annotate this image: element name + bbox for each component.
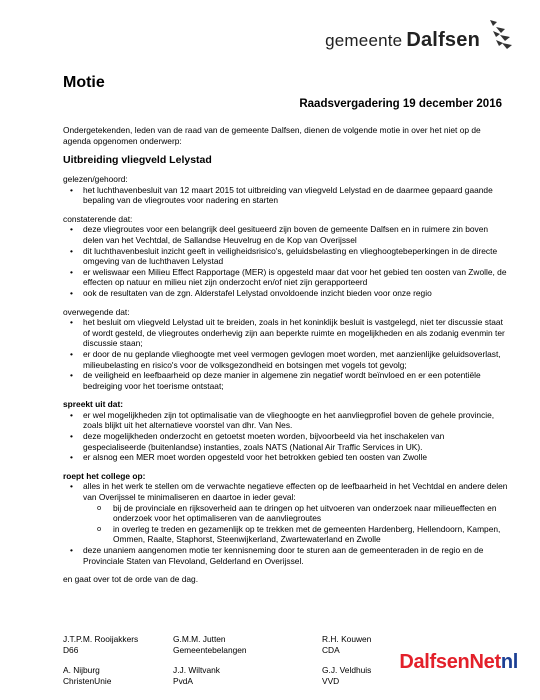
section-list — [63, 185, 508, 206]
badge-word-dalfsennet: DalfsenNet — [399, 651, 501, 673]
logo-word-dalfsen: Dalfsen — [406, 29, 480, 51]
list-item-text: ook de resultaten van de zgn. Alderstafel Lelystad onvoldoende inzicht bieden voor onze regio — [83, 287, 432, 298]
list-item-text: er wel mogelijkheden zijn tot optimalisatie van de vlieghoogte en het aanvliegprofiel boven de gehele provincie, zoals blijkt uit het alternatieve voorstel van dhr. Van Nes. — [83, 409, 495, 431]
section-list — [63, 317, 508, 391]
signatory-party: D66 — [63, 644, 79, 655]
signatory-party: ChristenUnie — [63, 675, 112, 686]
list-item — [63, 410, 508, 431]
signatory-party: Gemeentebelangen — [173, 644, 247, 655]
closing-line: en gaat over tot de orde van de dag. — [63, 574, 199, 585]
list-item — [63, 185, 508, 206]
list-item-text: er weliswaar een Milieu Effect Rapportage (MER) is opgesteld maar dat voor het gebied ten oosten van Zwolle, de effecten op natuur en milieu niet zijn onderzocht en/of niet zijn gerapporteerd — [83, 266, 507, 288]
gemeente-logo — [325, 18, 514, 50]
section-heading: constaterende dat: — [63, 213, 133, 224]
signatory-party: PvdA — [173, 675, 194, 686]
signatory — [322, 665, 371, 686]
list-item — [63, 288, 508, 299]
list-item-text: deze mogelijkheden onderzocht en getoetst moeten worden, bijvoorbeeld via het inschakelen van gespecialiseerde (buitenlandse) instanties, zoals NATS (National Air Traffic Services in UK). — [83, 431, 445, 452]
signatory — [173, 665, 220, 686]
list-item — [63, 246, 508, 267]
list-item — [63, 224, 508, 245]
signatory-name: R.H. Kouwen — [322, 634, 372, 644]
list-item-text: het luchthavenbesluit van 12 maart 2015 tot uitbreiding van vliegveld Lelystad en de daarmee gepaard gaande bepaling van de vliegroutes voor nadering en starten — [83, 184, 493, 206]
sub-list — [83, 503, 508, 545]
list-item — [63, 481, 508, 545]
intro-paragraph: Ondergetekenden, leden van de raad van de gemeente Dalfsen, dienen de volgende motie in over het niet op de agenda opgenomen onderwerp: — [63, 125, 481, 146]
list-item — [63, 370, 508, 391]
list-item-text: alles in het werk te stellen om de verwachte negatieve effecten op de leefbaarheid in het Vechtdal en andere delen van Overijssel te minimaliseren en daartoe in ieder geval: — [83, 481, 508, 503]
section-heading: overwegende dat: — [63, 306, 130, 317]
section-heading: gelezen/gehoord: — [63, 174, 128, 184]
signatory — [173, 634, 247, 655]
dalfsen-swoosh-icon — [484, 18, 514, 54]
badge-word-nl: nl — [500, 651, 518, 673]
signatory-name: J.T.P.M. Rooijakkers — [63, 634, 139, 644]
motion-body — [63, 174, 508, 585]
motion-subject: Uitbreiding vliegveld Lelystad — [63, 154, 212, 166]
logo-wordmark — [325, 30, 480, 50]
list-item-text: de veiligheid en leefbaarheid op deze manier in algemene zin negatief wordt beïnvloed en er een potentiële bedreiging voor het toerisme ontstaat; — [83, 370, 481, 391]
signatory — [322, 634, 371, 655]
document-title: Motie — [63, 74, 105, 91]
section-heading: roept het college op: — [63, 470, 146, 481]
signatory-name: G.J. Veldhuis — [322, 665, 372, 675]
meeting-date: Raadsvergadering 19 december 2016 — [299, 98, 502, 110]
list-item-text: er door de nu geplande vlieghoogte met veel vermogen gevlogen moet worden, met aanzienlijke geluidsoverlast, milieubelasting en risico's voor de volksgezondheid en botsingen met vogels tot gevolg; — [83, 348, 501, 370]
list-item — [63, 349, 508, 370]
section-list — [63, 410, 508, 463]
sub-list-item: o bij de provinciale en rijksoverheid aan te dringen op het uitvoeren van onderzoek naar milieueffecten en onderzoek voor het optimaliseren van de aanvliegroutes — [83, 503, 508, 524]
signatory-party: CDA — [322, 644, 340, 655]
list-item-text: het besluit om vliegveld Lelystad uit te breiden, zoals in het koninklijk besluit is vastgelegd, niet ter discussie staat of wordt gesteld, de vliegroutes onderhevig zijn aan beperkte ruimte en mogelijkheden en als zodanig evenmin ter discussie staan; — [83, 317, 505, 349]
dalfsennet-badge — [399, 651, 518, 674]
section-list — [63, 224, 508, 298]
list-item — [63, 452, 508, 463]
signatory-name: A. Nijburg — [63, 665, 100, 675]
list-item-text: deze vliegroutes voor een belangrijk deel gesitueerd zijn boven de gemeente Dalfsen en in ruimere zin boven delen van het Vechtdal, de Sallandse Heuvelrug en de Kop van Overijssel — [83, 224, 489, 245]
signatory — [63, 634, 138, 655]
list-item — [63, 431, 508, 452]
list-item-text: dit luchthavenbesluit inzicht geeft in veiligheidsrisico's, geluidsbelasting en vlieghoogtebeperkingen in de directe omgeving van de luchthaven Lelystad — [83, 245, 498, 267]
section-list — [63, 481, 508, 566]
logo-word-gemeente: gemeente — [325, 31, 403, 50]
signatory-party: VVD — [322, 675, 340, 686]
signatory-name: J.J. Wiltvank — [173, 665, 220, 675]
sub-list-item: o in overleg te treden en gezamenlijk op te trekken met de gemeenten Hardenberg, Hellendoorn, Kampen, Ommen, Raalte, Staphorst, Steenwijkerland, Zwartewaterland en Zwolle — [83, 524, 508, 545]
list-item — [63, 317, 508, 349]
list-item-text: er alsnog een MER moet worden opgesteld voor het betrokken gebied ten oosten van Zwolle — [83, 452, 428, 463]
list-item — [63, 545, 508, 566]
signatory-name: G.M.M. Jutten — [173, 634, 226, 644]
signatory — [63, 665, 111, 686]
list-item-text: deze unaniem aangenomen motie ter kennisneming door te sturen aan de gemeenteraden in de regio en de Provinciale Staten van Flevoland, Gelderland en Overijssel. — [83, 545, 484, 566]
list-item — [63, 267, 508, 288]
section-heading: spreekt uit dat: — [63, 399, 124, 410]
